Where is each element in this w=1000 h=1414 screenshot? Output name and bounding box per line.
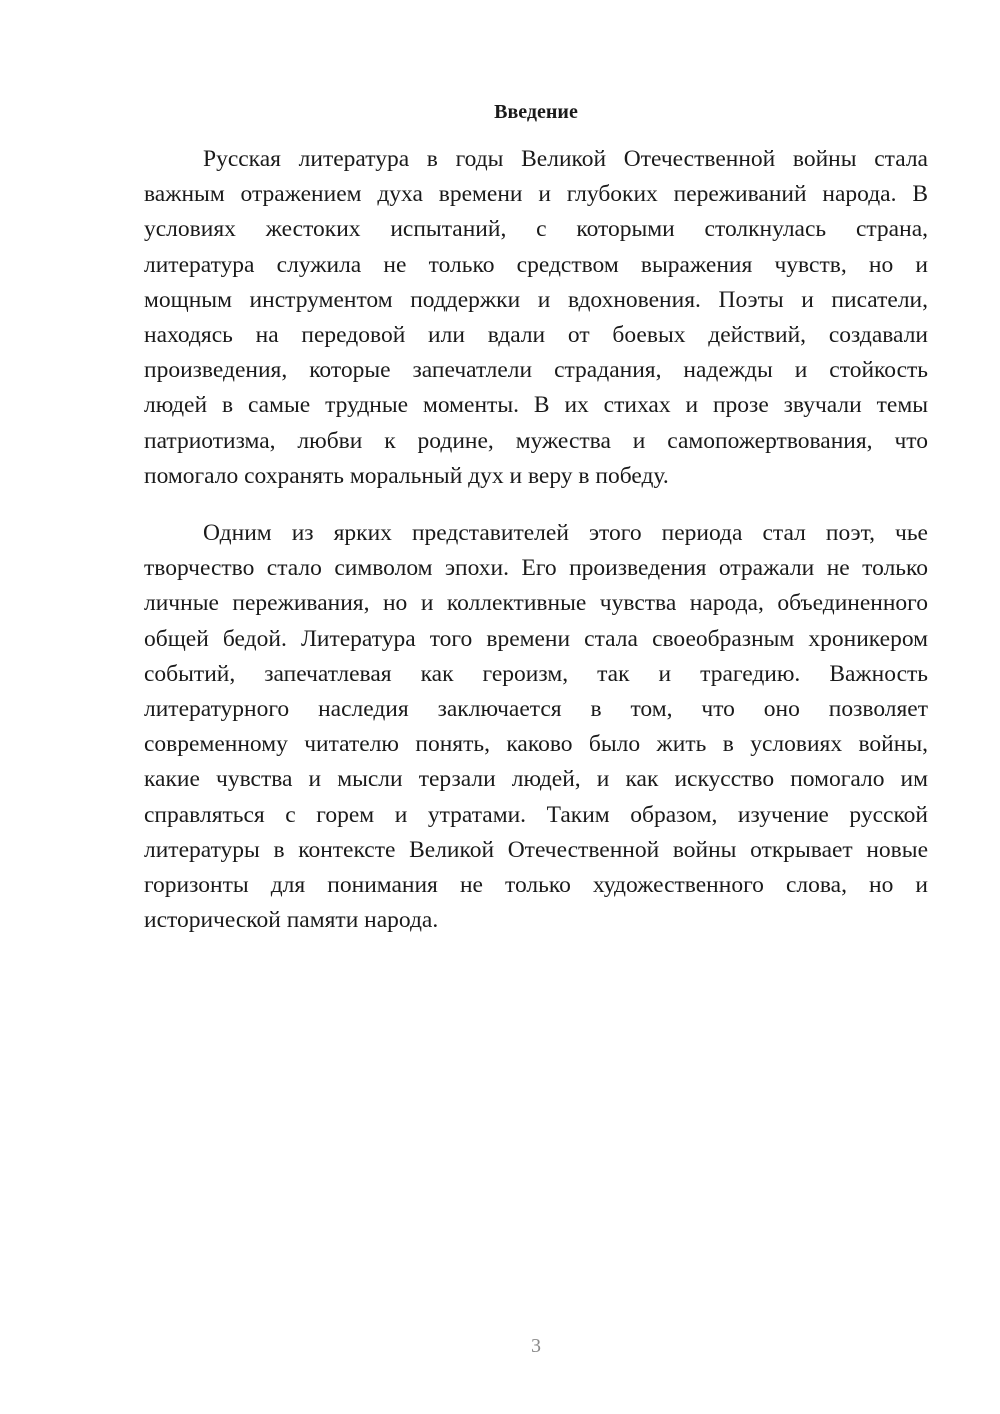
page-number: 3: [531, 1335, 541, 1357]
text-line: современному читателю понять, каково было жить в условиях войны,: [144, 731, 928, 758]
text-line: патриотизма, любви к родине, мужества и самопожертвования, что: [144, 427, 928, 454]
text-line: творчество стало символом эпохи. Его произведения отражали не только: [144, 555, 928, 582]
text-line: какие чувства и мысли терзали людей, и как искусство помогало им: [144, 766, 928, 793]
paragraph-2: [144, 516, 928, 938]
text-line: Одним из ярких представителей этого периода стал поэт, чье: [203, 520, 928, 546]
paragraph-1: [144, 142, 928, 494]
text-line: горизонты для понимания не только художественного слова, но и: [144, 871, 928, 898]
text-line: важным отражением духа времени и глубоких переживаний народа. В: [144, 181, 928, 208]
text-line: общей бедой. Литература того времени стала своеобразным хроникером: [144, 625, 928, 652]
text-line: литературы в контексте Великой Отечественной войны открывает новые: [144, 836, 928, 863]
section-title: Введение: [494, 101, 578, 123]
text-line: справляться с горем и утратами. Таким образом, изучение русской: [144, 801, 928, 828]
text-line: произведения, которые запечатлели страдания, надежды и стойкость: [144, 357, 928, 384]
text-line: помогало сохранять моральный дух и веру в победу.: [144, 462, 669, 489]
text-line: событий, запечатлевая как героизм, так и трагедию. Важность: [144, 660, 928, 687]
text-line: мощным инструментом поддержки и вдохновения. Поэты и писатели,: [144, 286, 928, 313]
text-line: Русская литература в годы Великой Отечественной войны стала: [203, 146, 928, 172]
text-line: личные переживания, но и коллективные чувства народа, объединенного: [144, 590, 928, 617]
text-line: литература служила не только средством выражения чувств, но и: [144, 251, 928, 278]
text-line: условиях жестоких испытаний, с которыми столкнулась страна,: [144, 216, 928, 243]
text-line: исторической памяти народа.: [144, 907, 439, 934]
text-line: литературного наследия заключается в том, что оно позволяет: [144, 695, 928, 722]
text-line: людей в самые трудные моменты. В их стихах и прозе звучали темы: [144, 392, 928, 419]
text-line: находясь на передовой или вдали от боевых действий, создавали: [144, 321, 928, 348]
